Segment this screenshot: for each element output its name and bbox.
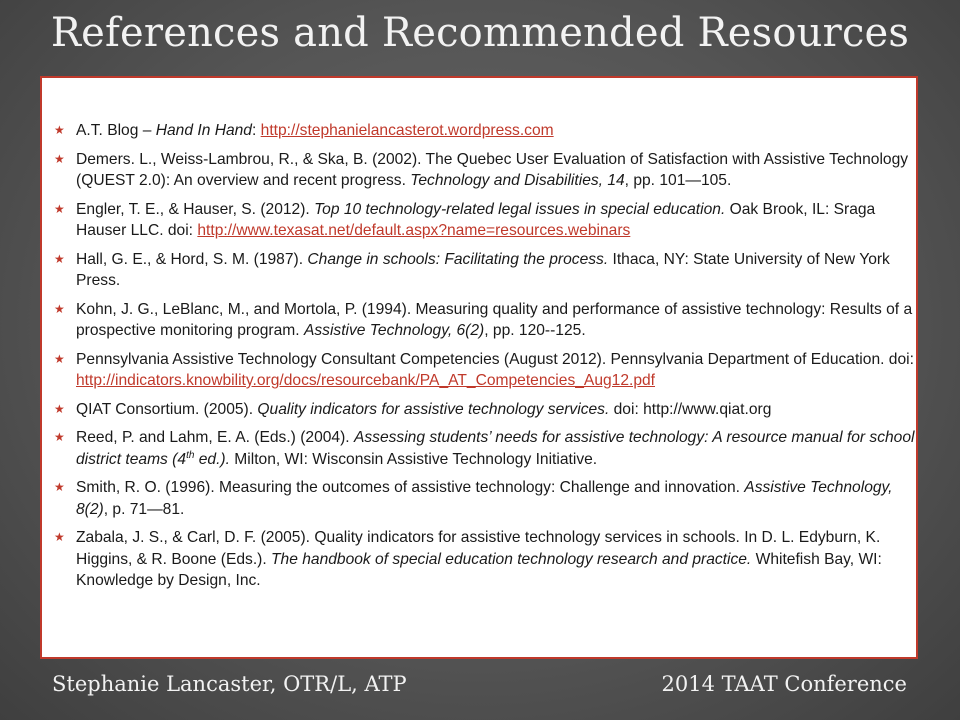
footer-conference: 2014 TAAT Conference — [661, 672, 907, 696]
slide-title: References and Recommended Resources — [50, 10, 910, 56]
references-list — [52, 120, 916, 599]
star-icon: ★ — [54, 151, 65, 166]
reference-item: ★ Engler, T. E., & Hauser, S. (2012). Top 10 technology-related legal issues in special education. Oak Brook, IL: Sraga Hauser LLC. doi: http://www.texasat.net/default.aspx?name=resources.webinars — [54, 200, 876, 239]
reference-item: ★ Zabala, J. S., & Carl, D. F. (2005). Quality indicators for assistive technology services in schools. In D. L. Edyburn, K. Higgins, & R. Boone (Eds.). The handbook of special education technology research and practice. Whitefish Bay, WI: Knowledge by Design, Inc. — [54, 529, 882, 589]
reference-item: ★ Hall, G. E., & Hord, S. M. (1987). Change in schools: Facilitating the process. Ithaca, NY: State University of New York Press. — [54, 250, 890, 289]
star-icon: ★ — [54, 301, 65, 316]
reference-item: ★ Demers. L., Weiss-Lambrou, R., & Ska, B. (2002). The Quebec User Evaluation of Satisfaction with Assistive Technology (QUEST 2.0): An overview and recent progress. Technology and Disabilities, 14, pp. 101—105. — [54, 150, 909, 189]
star-icon: ★ — [54, 430, 65, 445]
footer-presenter: Stephanie Lancaster, OTR/L, ATP — [52, 672, 407, 696]
star-icon: ★ — [54, 480, 65, 495]
reference-item: ★ A.T. Blog – Hand In Hand: http://stephanielancasterot.wordpress.com — [52, 120, 916, 141]
reference-item: ★ QIAT Consortium. (2005). Quality indicators for assistive technology services. doi: http://www.qiat.org — [52, 399, 916, 420]
star-icon: ★ — [54, 351, 65, 366]
reference-item: ★ Pennsylvania Assistive Technology Consultant Competencies (August 2012). Pennsylvania Department of Education. doi: http://indicators.knowbility.org/docs/resourcebank/PA_AT_Competencies_Aug12.pdf — [54, 350, 914, 389]
star-icon: ★ — [54, 530, 65, 545]
reference-link[interactable]: http://stephanielancasterot.wordpress.com — [260, 122, 554, 139]
references-panel — [40, 76, 918, 659]
reference-item: ★ Reed, P. and Lahm, E. A. (Eds.) (2004). Assessing students’ needs for assistive technology: A resource manual for school district teams (4th ed.). Milton, WI: Wisconsin Assistive Technology Initiative. — [54, 429, 915, 468]
footer — [0, 672, 960, 704]
star-icon: ★ — [54, 123, 65, 137]
star-icon: ★ — [54, 251, 65, 266]
reference-link[interactable]: http://indicators.knowbility.org/docs/resourcebank/PA_AT_Competencies_Aug12.pdf — [76, 372, 656, 389]
reference-item: ★ Smith, R. O. (1996). Measuring the outcomes of assistive technology: Challenge and innovation. Assistive Technology, 8(2), p. 71—81. — [54, 479, 893, 518]
reference-link[interactable]: http://www.texasat.net/default.aspx?name=resources.webinars — [197, 222, 631, 239]
star-icon: ★ — [54, 401, 65, 416]
star-icon: ★ — [54, 201, 65, 216]
reference-item: ★ Kohn, J. G., LeBlanc, M., and Mortola, P. (1994). Measuring quality and performance of assistive technology: Results of a prospective monitoring program. Assistive Technology, 6(2), pp. 120--125. — [54, 300, 913, 339]
